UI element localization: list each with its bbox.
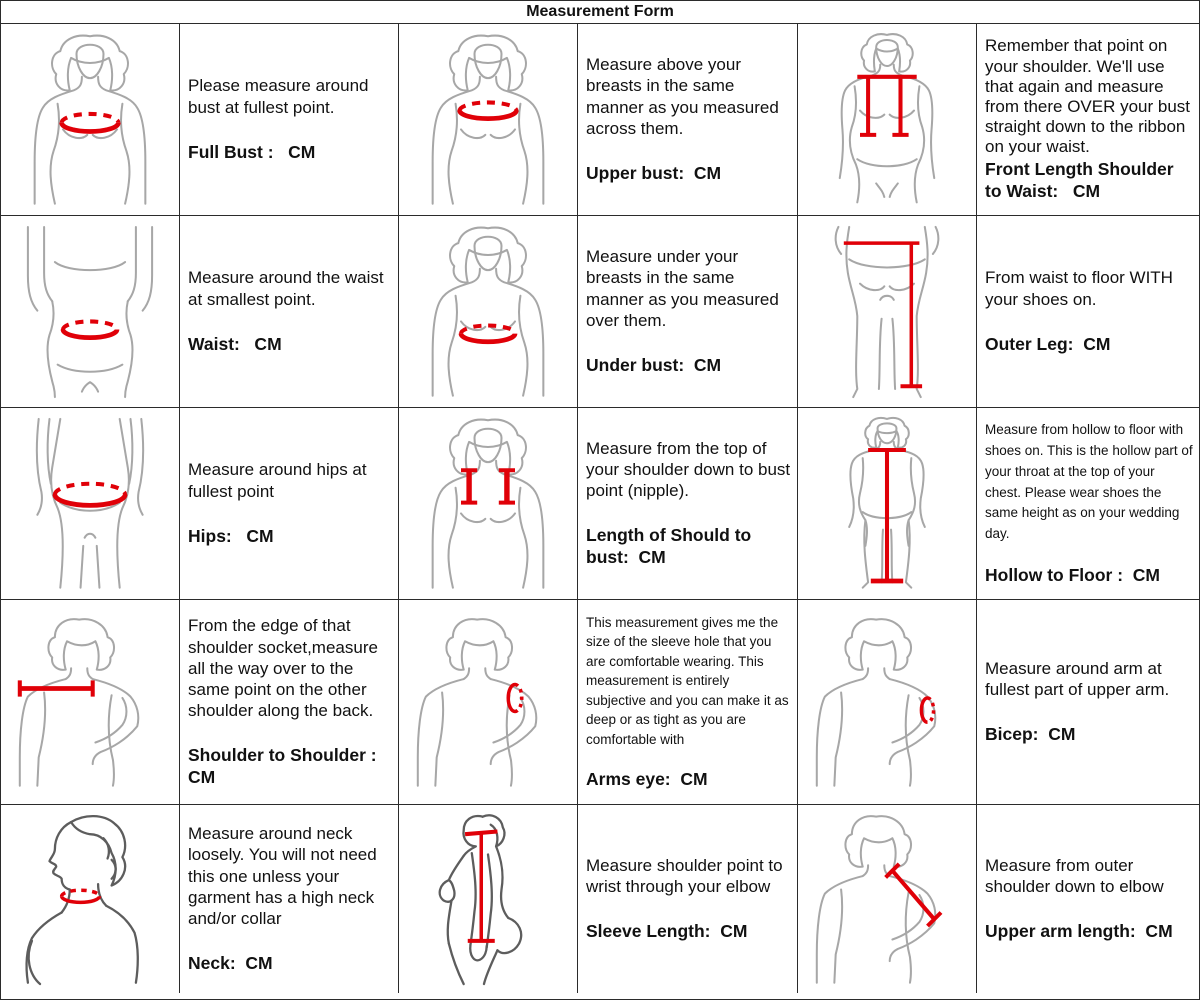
waist-figure [9,220,171,404]
measurement-table [1,24,1199,993]
figure-cell [798,216,977,408]
instruction-text: Measure around arm at fullest part of upper arm. [985,658,1170,700]
instruction-sleeve-length [578,805,798,993]
figure-cell [1,24,180,216]
upper-bust-figure [407,28,569,212]
figure-cell [399,408,578,600]
measurement-label: Shoulder to Shoulder : CM [188,744,382,787]
figure-cell [1,408,180,600]
instruction-text: Measure under your breasts in the same manner as you measured over them. [586,247,779,330]
measurement-label: Sleeve Length: CM [586,921,748,942]
full-bust-figure [9,28,171,212]
instruction-text: Measure above your breasts in the same manner as you measured across them. [586,55,779,138]
instruction-text: Measure from the top of your shoulder down to bust point (nipple). [586,439,791,501]
hips-figure [9,412,171,596]
instruction-text: This measurement gives me the size of the sleeve hole that you are comfortable wearing. This measurement is entirely subjective and you can make it as deep or as tight as you are comfortable with [586,615,789,747]
upper-arm-length-figure [806,807,968,991]
shoulder-to-shoulder-figure [9,610,171,794]
instruction-text: Measure from hollow to floor with shoes on. This is the hollow part of your throat at the top of your chest. Please wear shoes the same height as on your wedding day. [985,421,1193,542]
instruction-shoulder-to-shoulder [180,600,399,805]
figure-cell [1,805,180,993]
instruction-text: Measure shoulder point to wrist through your elbow [586,855,783,897]
instruction-hips [180,408,399,600]
outer-leg-figure [806,220,968,404]
instruction-text: Remember that point on your shoulder. We'll use that again and measure from there OVER your bust straight down to the ribbon on your waist. [985,36,1191,156]
measurement-label: Upper arm length: CM [985,921,1173,942]
instruction-text: Please measure around bust at fullest point. [188,76,369,117]
under-bust-figure [407,220,569,404]
measurement-label: Outer Leg: CM [985,333,1111,354]
measurement-label: Full Bust : CM [188,141,316,162]
figure-cell [399,805,578,993]
measurement-label: Under bust: CM [586,354,722,375]
instruction-front-length [977,24,1199,216]
instruction-shoulder-to-bust [578,408,798,600]
instruction-waist [180,216,399,408]
instruction-text: From waist to floor WITH your shoes on. [985,268,1173,309]
bicep-figure [806,610,968,794]
figure-cell [798,600,977,805]
neck-figure [9,807,171,991]
measurement-label: Front Length Shoulder to Waist: CM [985,158,1179,201]
instruction-under-bust [578,216,798,408]
page-title: Measurement Form [1,1,1199,24]
instruction-upper-bust [578,24,798,216]
measurement-label: Waist: CM [188,333,282,354]
hollow-to-floor-figure [806,412,968,596]
figure-cell [798,24,977,216]
figure-cell [798,805,977,993]
figure-cell [399,24,578,216]
front-length-figure [806,28,968,212]
measurement-label: Hollow to Floor : CM [985,565,1160,586]
instruction-outer-leg [977,216,1199,408]
instruction-text: Measure around hips at fullest point [188,460,367,501]
measurement-label: Upper bust: CM [586,162,722,183]
instruction-arms-eye [578,600,798,805]
instruction-text: Measure around the waist at smallest point. [188,268,384,309]
arms-eye-figure [407,610,569,794]
instruction-full-bust [180,24,399,216]
measurement-label: Bicep: CM [985,724,1076,745]
instruction-neck [180,805,399,993]
sleeve-length-figure [407,807,569,991]
figure-cell [399,600,578,805]
instruction-text: Measure around neck loosely. You will not need this one unless your garment has a high neck and/or collar [188,824,377,928]
instruction-text: Measure from outer shoulder down to elbow [985,855,1164,897]
figure-cell [1,216,180,408]
instruction-bicep [977,600,1199,805]
instruction-text: From the edge of that shoulder socket,measure all the way over to the same point on the other shoulder along the back. [188,616,378,720]
figure-cell [798,408,977,600]
figure-cell [1,600,180,805]
measurement-label: Arms eye: CM [586,769,708,790]
measurement-label: Neck: CM [188,952,273,973]
measurement-label: Hips: CM [188,525,274,546]
measurement-label: Length of Should to bust: CM [586,525,757,568]
instruction-hollow-to-floor [977,408,1199,600]
shoulder-to-bust-figure [407,412,569,596]
figure-cell [399,216,578,408]
instruction-upper-arm-length [977,805,1199,993]
